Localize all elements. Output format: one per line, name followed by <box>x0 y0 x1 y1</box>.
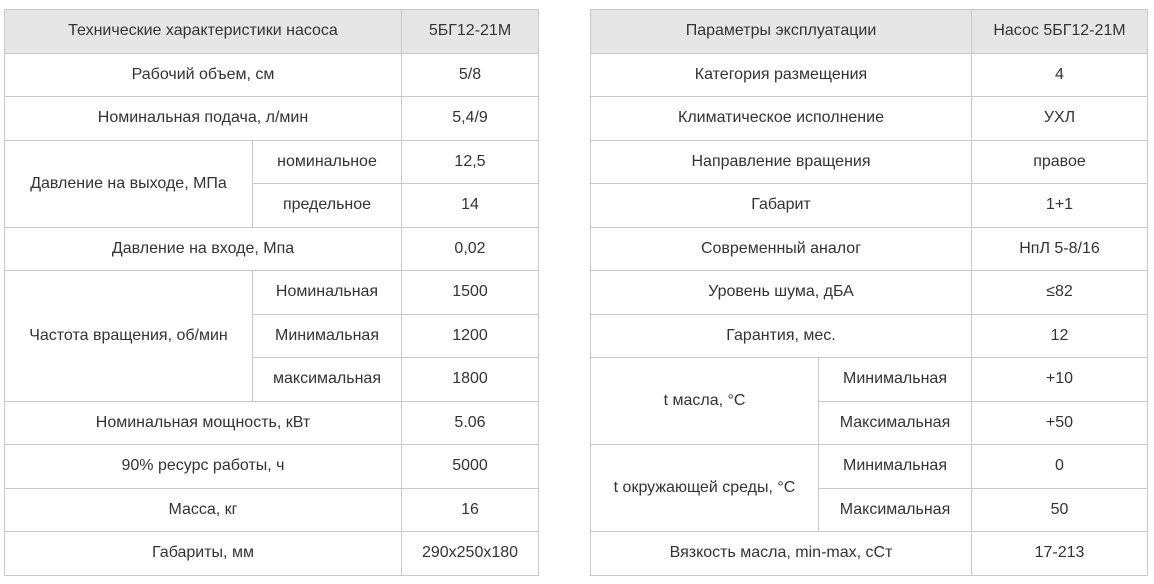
row-label: Вязкость масла, min-max, сСт <box>591 532 972 576</box>
row-value: 5/8 <box>402 53 539 97</box>
row-value: 17-213 <box>972 532 1148 576</box>
header-param-cell: Параметры эксплуатации <box>591 10 972 54</box>
table-row <box>591 97 1148 141</box>
row-value: +50 <box>972 401 1148 445</box>
row-value: НпЛ 5-8/16 <box>972 227 1148 271</box>
table-row <box>591 532 1148 576</box>
table-row <box>5 532 539 576</box>
header-value-cell: Насос 5БГ12-21М <box>972 10 1148 54</box>
row-value: 290х250х180 <box>402 532 539 576</box>
row-group-label: t масла, °С <box>591 358 819 445</box>
row-value: 5.06 <box>402 401 539 445</box>
row-sub-label: предельное <box>253 184 402 228</box>
header-value-cell: 5БГ12-21М <box>402 10 539 54</box>
table-row <box>5 227 539 271</box>
row-value: 1500 <box>402 271 539 315</box>
row-value: ≤82 <box>972 271 1148 315</box>
row-value: 1200 <box>402 314 539 358</box>
row-sub-label: Максимальная <box>819 488 972 532</box>
row-value: УХЛ <box>972 97 1148 141</box>
tech-specs-table <box>4 9 539 576</box>
table-row <box>5 53 539 97</box>
table-row <box>5 445 539 489</box>
row-label: Современный аналог <box>591 227 972 271</box>
row-label: Направление вращения <box>591 140 972 184</box>
row-group-label: t окружающей среды, °С <box>591 445 819 532</box>
row-value: 16 <box>402 488 539 532</box>
row-value: правое <box>972 140 1148 184</box>
row-sub-label: номинальное <box>253 140 402 184</box>
row-value: 14 <box>402 184 539 228</box>
row-value: 4 <box>972 53 1148 97</box>
table-row <box>591 358 1148 402</box>
row-label: Гарантия, мес. <box>591 314 972 358</box>
table-row <box>5 488 539 532</box>
row-value: 50 <box>972 488 1148 532</box>
table-row <box>5 271 539 315</box>
table-header-row <box>5 10 539 54</box>
row-label: Уровень шума, дБА <box>591 271 972 315</box>
table-row <box>591 184 1148 228</box>
row-label: Климатическое исполнение <box>591 97 972 141</box>
row-label: Категория размещения <box>591 53 972 97</box>
row-value: 1800 <box>402 358 539 402</box>
table-row <box>5 401 539 445</box>
row-label: Габарит <box>591 184 972 228</box>
row-value: +10 <box>972 358 1148 402</box>
row-value: 1+1 <box>972 184 1148 228</box>
row-sub-label: Минимальная <box>253 314 402 358</box>
row-sub-label: Максимальная <box>819 401 972 445</box>
row-sub-label: Минимальная <box>819 445 972 489</box>
row-group-label: Давление на выходе, МПа <box>5 140 253 227</box>
table-row <box>591 314 1148 358</box>
table-row <box>591 53 1148 97</box>
row-sub-label: максимальная <box>253 358 402 402</box>
row-value: 12,5 <box>402 140 539 184</box>
table-row <box>591 445 1148 489</box>
row-value: 12 <box>972 314 1148 358</box>
row-sub-label: Номинальная <box>253 271 402 315</box>
row-label: Масса, кг <box>5 488 402 532</box>
row-value: 0 <box>972 445 1148 489</box>
table-row <box>591 227 1148 271</box>
row-label: Номинальная подача, л/мин <box>5 97 402 141</box>
header-param-cell: Технические характеристики насоса <box>5 10 402 54</box>
row-label: Давление на входе, Мпа <box>5 227 402 271</box>
row-value: 5,4/9 <box>402 97 539 141</box>
row-value: 5000 <box>402 445 539 489</box>
row-sub-label: Минимальная <box>819 358 972 402</box>
operating-params-table <box>590 9 1148 576</box>
row-group-label: Частота вращения, об/мин <box>5 271 253 402</box>
table-row <box>5 140 539 184</box>
table-row <box>5 97 539 141</box>
row-label: Габариты, мм <box>5 532 402 576</box>
table-header-row <box>591 10 1148 54</box>
row-label: Рабочий объем, см <box>5 53 402 97</box>
row-label: Номинальная мощность, кВт <box>5 401 402 445</box>
table-row <box>591 271 1148 315</box>
table-row <box>591 140 1148 184</box>
row-value: 0,02 <box>402 227 539 271</box>
row-label: 90% ресурс работы, ч <box>5 445 402 489</box>
